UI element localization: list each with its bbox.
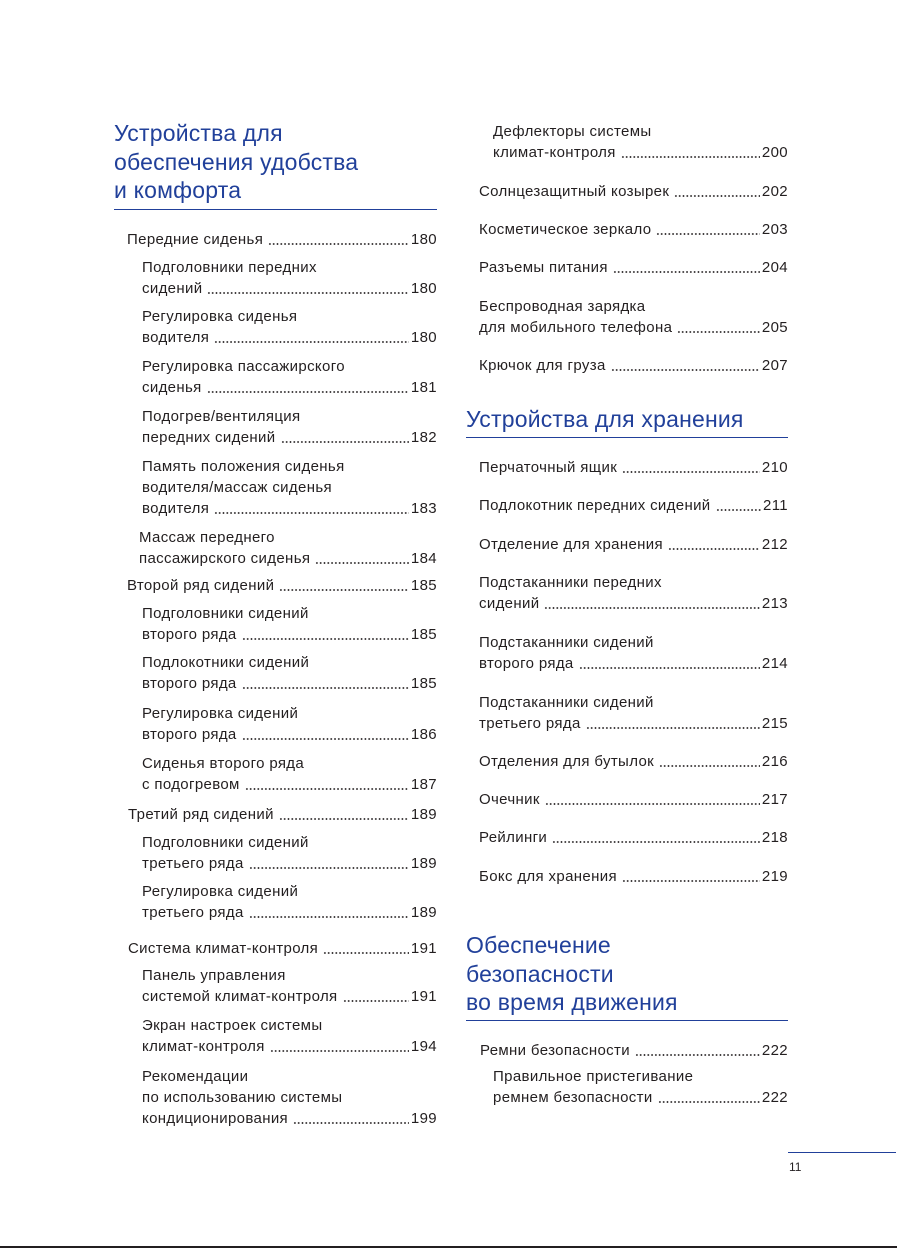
dot-leader (343, 1000, 409, 1002)
toc-page-number: 217 (761, 791, 788, 808)
toc-entry-text: климат-контроля (142, 1038, 265, 1055)
toc-page-number: 205 (761, 319, 788, 336)
toc-entry[interactable] (142, 406, 437, 448)
toc-entry-text: Перчаточный ящик (479, 459, 618, 476)
dot-leader (579, 667, 760, 669)
toc-page-number: 185 (410, 626, 437, 643)
toc-entry[interactable] (479, 181, 788, 202)
toc-entry[interactable] (479, 692, 788, 734)
toc-entry[interactable] (139, 527, 437, 569)
dot-leader (659, 765, 760, 767)
toc-entry-text: Косметическое зеркало (479, 221, 652, 238)
toc-page-number: 218 (761, 829, 788, 846)
toc-entry[interactable] (142, 881, 437, 923)
toc-entry-text: Подголовники сидений (142, 605, 309, 622)
toc-entry-line (127, 575, 437, 596)
toc-page-number: 185 (410, 577, 437, 594)
dot-leader (323, 952, 409, 954)
toc-page-number: 207 (761, 357, 788, 374)
dot-leader (270, 1050, 409, 1052)
toc-entry[interactable] (493, 1066, 788, 1108)
dot-leader (242, 638, 409, 640)
toc-entry-line (142, 774, 437, 795)
toc-entry-line (142, 327, 437, 348)
dot-leader (622, 471, 760, 473)
toc-entry-text: Регулировка сиденья (142, 308, 298, 325)
dot-leader (545, 803, 760, 805)
toc-page-number: 189 (410, 806, 437, 823)
toc-page-number: 199 (410, 1110, 437, 1127)
toc-entry-text: Экран настроек системы (142, 1017, 323, 1034)
toc-page-number: 211 (763, 497, 788, 514)
dot-leader (552, 841, 760, 843)
toc-entry[interactable] (479, 789, 788, 810)
toc-entry-line (479, 257, 788, 278)
toc-entry-line (142, 624, 437, 645)
toc-entry-text: Подстаканники сидений (479, 634, 654, 651)
toc-entry-text: Крючок для груза (479, 357, 606, 374)
toc-entry-line (479, 534, 788, 555)
toc-page-number: 204 (761, 259, 788, 276)
toc-entry-line (479, 593, 788, 614)
dot-leader (586, 727, 760, 729)
toc-entry[interactable] (142, 965, 437, 1007)
toc-entry[interactable] (142, 1066, 437, 1129)
toc-entry[interactable] (142, 703, 437, 745)
toc-entry-line (142, 853, 437, 874)
toc-entry[interactable] (479, 495, 788, 516)
section-title-safety (466, 931, 788, 1017)
toc-entry[interactable] (127, 575, 437, 596)
toc-entry-text: Панель управления (142, 967, 286, 984)
toc-entry-text: второго ряда (142, 626, 237, 643)
toc-entry[interactable] (493, 121, 788, 163)
dot-leader (611, 369, 760, 371)
toc-entry[interactable] (480, 1040, 788, 1061)
toc-entry-line (142, 1036, 437, 1057)
toc-entry-line (479, 866, 788, 887)
dot-leader (242, 687, 409, 689)
toc-entry-text: Подлокотники сидений (142, 654, 310, 671)
toc-entry-text: передних сидений (142, 429, 276, 446)
toc-entry-line (142, 1108, 437, 1129)
dot-leader (214, 341, 409, 343)
toc-page-number: 186 (410, 726, 437, 743)
toc-entry[interactable] (479, 296, 788, 338)
section-title-storage (466, 405, 788, 434)
toc-entry-text: для мобильного телефона (479, 319, 673, 336)
toc-entry[interactable] (479, 355, 788, 376)
toc-page-number: 200 (761, 144, 788, 161)
dot-leader (716, 509, 761, 511)
dot-leader (621, 156, 760, 158)
dot-leader (613, 271, 760, 273)
toc-page-number: 216 (761, 753, 788, 770)
toc-entry-line (479, 457, 788, 478)
toc-page-number: 222 (761, 1089, 788, 1106)
toc-entry[interactable] (479, 751, 788, 772)
toc-entry-text: Подлокотник передних сидений (479, 497, 711, 514)
toc-entry-text: Бокс для хранения (479, 868, 617, 885)
dot-leader (281, 441, 409, 443)
toc-entry[interactable] (142, 753, 437, 795)
section-title-line: Обеспечение (466, 932, 611, 958)
toc-page-number: 203 (761, 221, 788, 238)
toc-entry-line (142, 427, 437, 448)
toc-page-number: 181 (410, 379, 437, 396)
toc-entry-text: ремнем безопасности (493, 1089, 653, 1106)
toc-entry-line (128, 804, 437, 825)
toc-entry-line (142, 902, 437, 923)
toc-entry-line (493, 1087, 788, 1108)
toc-page-number: 182 (410, 429, 437, 446)
toc-entry-line (142, 498, 437, 519)
toc-entry-text: Отделения для бутылок (479, 753, 655, 770)
dot-leader (207, 391, 409, 393)
toc-entry-text: Подогрев/вентиляция (142, 408, 301, 425)
dot-leader (249, 916, 409, 918)
toc-entry-text: Солнцезащитный козырек (479, 183, 670, 200)
toc-entry[interactable] (142, 306, 437, 348)
toc-entry[interactable] (142, 603, 437, 645)
toc-entry-text: второго ряда (142, 726, 237, 743)
toc-entry-text: Очечник (479, 791, 540, 808)
toc-entry[interactable] (128, 938, 437, 959)
toc-entry-line (127, 229, 437, 250)
toc-entry-text: Отделение для хранения (479, 536, 663, 553)
toc-entry-text: с подогревом (142, 776, 240, 793)
toc-entry-text: Третий ряд сидений (128, 806, 274, 823)
dot-leader (677, 331, 760, 333)
toc-entry-text: пассажирского сиденья (139, 550, 311, 567)
toc-entry-text: системой климат-контроля (142, 988, 338, 1005)
toc-entry-line (493, 142, 788, 163)
toc-entry-line (142, 278, 437, 299)
toc-entry-text: Подголовники передних (142, 259, 317, 276)
toc-page-number: 180 (410, 231, 437, 248)
dot-leader (207, 292, 408, 294)
toc-entry-line (142, 377, 437, 398)
toc-page-number: 185 (410, 675, 437, 692)
toc-entry-text: Второй ряд сидений (127, 577, 275, 594)
toc-page-number: 194 (410, 1038, 437, 1055)
toc-page-number: 219 (761, 868, 788, 885)
toc-entry[interactable] (142, 257, 437, 299)
toc-page-number: 215 (761, 715, 788, 732)
toc-entry[interactable] (479, 219, 788, 240)
dot-leader (674, 195, 760, 197)
toc-entry-text: Ремни безопасности (480, 1042, 630, 1059)
toc-entry-line (479, 355, 788, 376)
section-title-line: обеспечения удобства (114, 148, 359, 175)
page-number: 11 (789, 1160, 802, 1174)
toc-entry-line (479, 181, 788, 202)
toc-entry-text: Память положения сиденья (142, 458, 345, 475)
section-title-line: безопасности (466, 960, 614, 987)
toc-entry-line (142, 986, 437, 1007)
toc-entry[interactable] (142, 1015, 437, 1057)
toc-entry[interactable] (127, 229, 437, 250)
dot-leader (544, 607, 759, 609)
toc-entry[interactable] (142, 456, 437, 519)
toc-entry-line (479, 713, 788, 734)
toc-entry-text: кондиционирования (142, 1110, 289, 1127)
toc-entry-text: второго ряда (479, 655, 574, 672)
toc-page-number: 180 (410, 329, 437, 346)
dot-leader (293, 1122, 409, 1124)
toc-page-number: 213 (761, 595, 788, 612)
toc-page-number: 212 (761, 536, 788, 553)
toc-entry-text: Передние сиденья (127, 231, 264, 248)
toc-page-number: 180 (410, 280, 437, 297)
toc-entry-text: климат-контроля (493, 144, 616, 161)
toc-entry-text: третьего ряда (479, 715, 581, 732)
toc-entry-line (479, 495, 788, 516)
toc-entry-text: Массаж переднего (139, 529, 275, 546)
toc-entry-text: водителя (142, 329, 210, 346)
dot-leader (656, 233, 759, 235)
toc-entry-line (479, 653, 788, 674)
toc-entry-text: по использованию системы (142, 1089, 343, 1106)
toc-entry-line (142, 673, 437, 694)
dot-leader (668, 548, 760, 550)
toc-entry-text: сидений (142, 280, 203, 297)
toc-entry-text: Регулировка пассажирского (142, 358, 345, 375)
toc-page-number: 214 (761, 655, 788, 672)
toc-entry-text: третьего ряда (142, 904, 244, 921)
toc-entry[interactable] (479, 534, 788, 555)
toc-entry-text: водителя/массаж сиденья (142, 479, 332, 496)
section-title-line: Устройства для хранения (466, 406, 744, 432)
dot-leader (279, 589, 409, 591)
dot-leader (622, 880, 760, 882)
toc-entry-text: Регулировка сидений (142, 883, 299, 900)
toc-entry-text: второго ряда (142, 675, 237, 692)
toc-entry-text: Правильное пристегивание (493, 1068, 694, 1085)
toc-entry-text: Беспроводная зарядка (479, 298, 646, 315)
dot-leader (315, 562, 409, 564)
toc-page-number: 202 (761, 183, 788, 200)
toc-page-number: 210 (761, 459, 788, 476)
dot-leader (658, 1101, 760, 1103)
toc-entry-text: Подголовники сидений (142, 834, 309, 851)
toc-page-number: 183 (410, 500, 437, 517)
toc-entry[interactable] (142, 832, 437, 874)
section-title-line: во время движения (466, 989, 678, 1015)
section-rule (466, 1020, 788, 1021)
dot-leader (268, 243, 409, 245)
section-title-line: и комфорта (114, 177, 242, 203)
footer-rule (788, 1152, 896, 1153)
toc-entry[interactable] (479, 866, 788, 887)
section-title-line: Устройства для (114, 120, 283, 146)
toc-entry-text: Рекомендации (142, 1068, 249, 1085)
toc-entry-line (139, 548, 437, 569)
toc-entry-text: сиденья (142, 379, 202, 396)
section-title-comfort (114, 119, 437, 205)
section-rule (466, 437, 788, 438)
toc-entry-line (479, 827, 788, 848)
dot-leader (245, 788, 409, 790)
dot-leader (242, 738, 409, 740)
section-rule (114, 209, 437, 210)
toc-entry-text: Рейлинги (479, 829, 548, 846)
toc-entry-text: водителя (142, 500, 210, 517)
toc-entry[interactable] (479, 632, 788, 674)
toc-entry-line (142, 724, 437, 745)
dot-leader (214, 512, 409, 514)
toc-page-number: 222 (761, 1042, 788, 1059)
toc-entry[interactable] (479, 572, 788, 614)
toc-entry-line (128, 938, 437, 959)
toc-entry-text: третьего ряда (142, 855, 244, 872)
toc-page-number: 191 (410, 940, 437, 957)
dot-leader (635, 1054, 760, 1056)
toc-entry-text: Дефлекторы системы (493, 123, 652, 140)
toc-entry-line (479, 789, 788, 810)
toc-entry[interactable] (128, 804, 437, 825)
toc-entry[interactable] (479, 457, 788, 478)
toc-entry-text: Система климат-контроля (128, 940, 319, 957)
toc-entry-text: Регулировка сидений (142, 705, 299, 722)
toc-entry[interactable] (479, 257, 788, 278)
toc-entry-line (479, 219, 788, 240)
toc-entry-text: сидений (479, 595, 540, 612)
toc-entry-text: Подстаканники сидений (479, 694, 654, 711)
toc-page-number: 189 (410, 855, 437, 872)
toc-page-number: 191 (410, 988, 437, 1005)
dot-leader (279, 818, 409, 820)
toc-entry-text: Разъемы питания (479, 259, 608, 276)
toc-entry-line (479, 317, 788, 338)
toc-entry-text: Сиденья второго ряда (142, 755, 305, 772)
toc-page-number: 184 (410, 550, 437, 567)
toc-page-number: 187 (410, 776, 437, 793)
toc-entry[interactable] (142, 356, 437, 398)
toc-entry[interactable] (479, 827, 788, 848)
toc-entry-text: Подстаканники передних (479, 574, 662, 591)
toc-entry[interactable] (142, 652, 437, 694)
toc-page-number: 189 (410, 904, 437, 921)
toc-entry-line (479, 751, 788, 772)
dot-leader (249, 867, 409, 869)
toc-entry-line (480, 1040, 788, 1061)
